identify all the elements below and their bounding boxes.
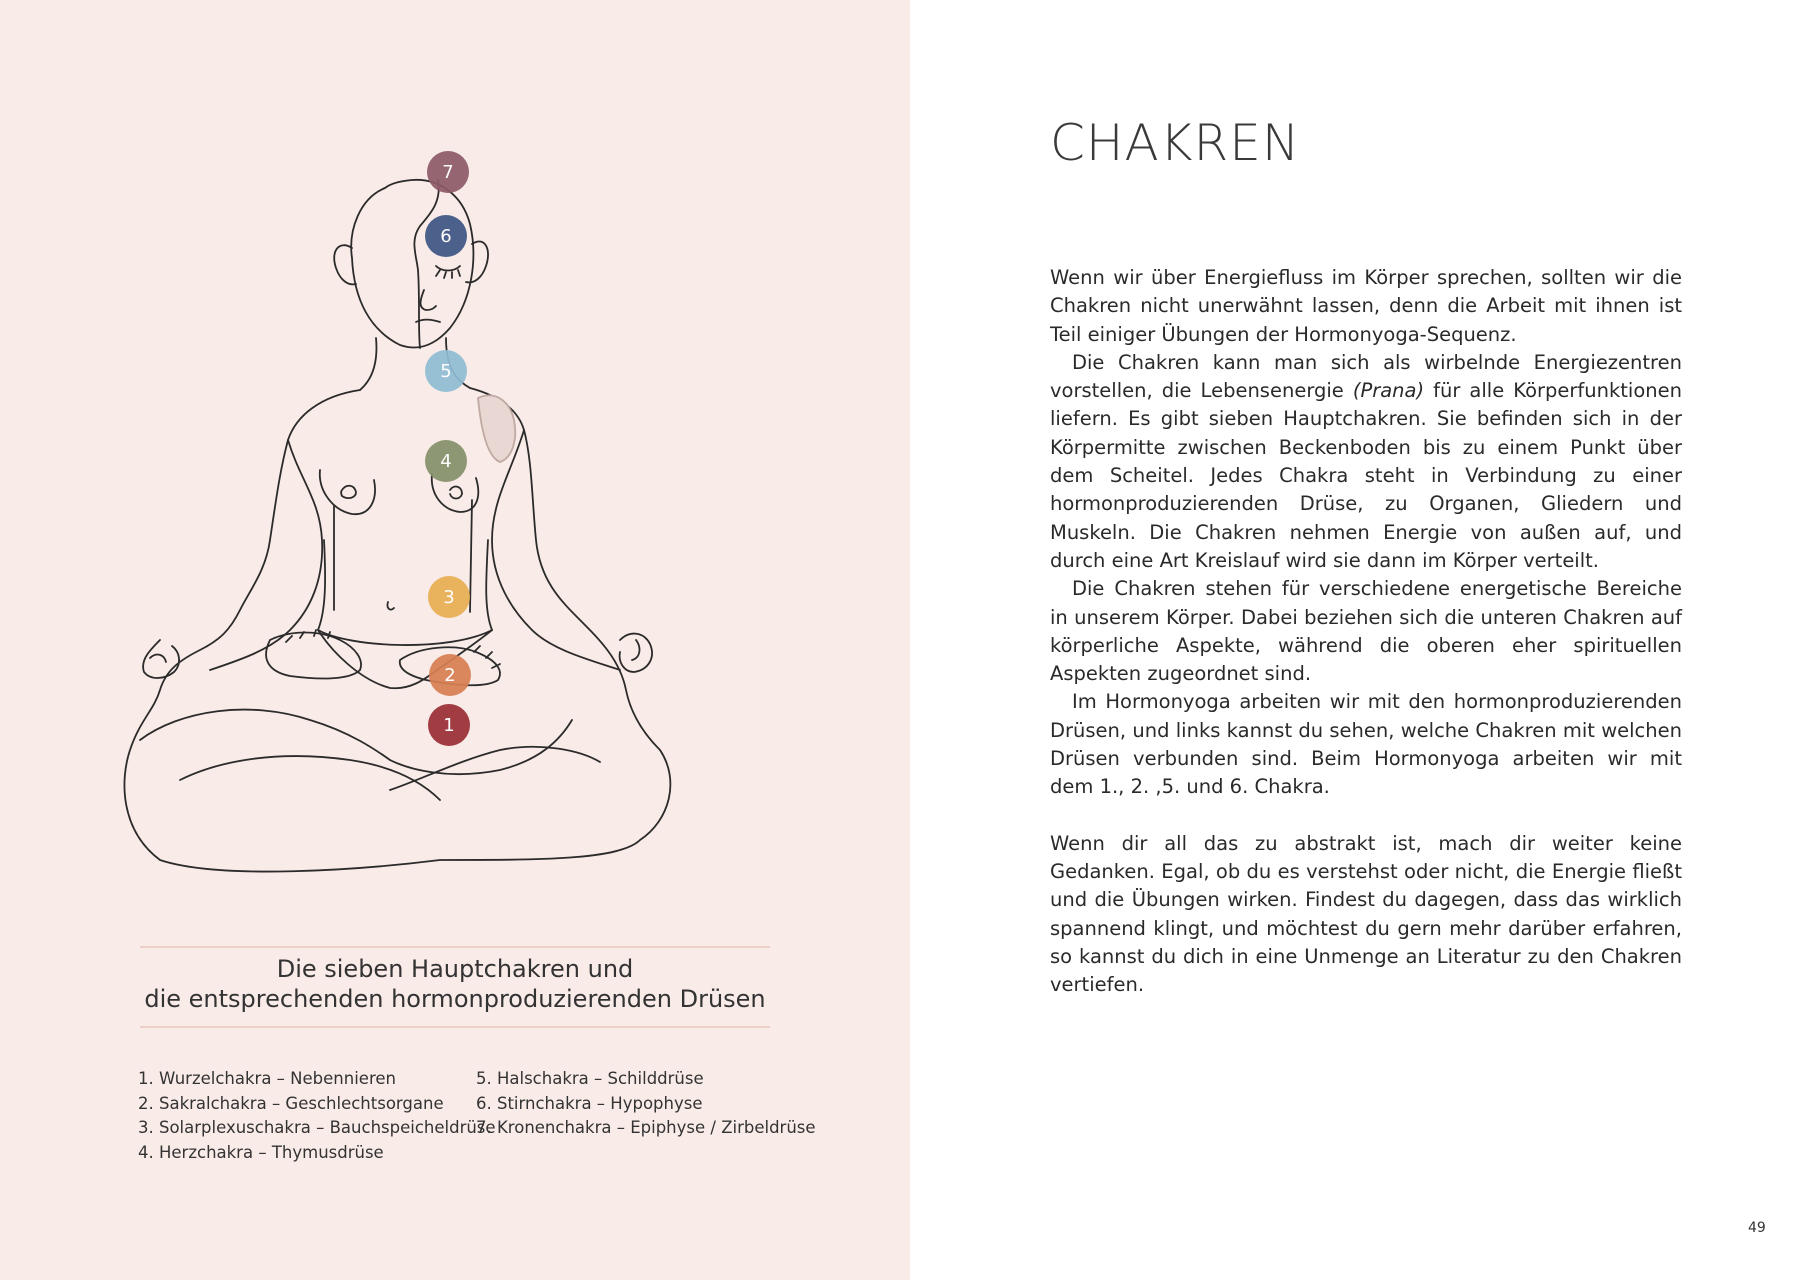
prana-term: (Prana) <box>1352 379 1425 403</box>
caption-top-rule <box>140 946 770 948</box>
paragraph-2-start: Die Chakren kann man sich als wirbelnde Energiezentren vorstellen, die Lebensenergie <box>1050 350 1682 403</box>
legend-item: 7. Kronenchakra – Epiphyse / Zirbeldrüse <box>476 1118 816 1137</box>
chakra-5-dot: 5 <box>425 350 467 392</box>
caption-line-2: die entsprechenden hormonproduzierenden Drüsen <box>144 985 766 1013</box>
chakra-legend-left <box>138 1067 496 1165</box>
chakra-legend-right <box>476 1067 816 1141</box>
chakra-2-dot: 2 <box>429 654 471 696</box>
paragraph-1: Wenn wir über Energiefluss im Körper sprechen, sollten wir die Chakren nicht unerwähnt lassen, denn die Arbeit mit ihnen ist Teil einiger Übungen der Hormonyoga-Sequenz. <box>1050 266 1682 346</box>
caption-bottom-rule <box>140 1026 770 1028</box>
chakra-4-dot: 4 <box>425 440 467 482</box>
paragraph-5: Wenn dir all das zu abstrakt ist, mach dir weiter keine Gedanken. Egal, ob du es verstehst oder nicht, die Energie fließt und die Übungen wirken. Findest du dagegen, dass das wirklich spannend klingt, und möchtest du gern mehr darüber erfahren, so kannst du dich in eine Unmenge an Literatur zu den Chakren vertiefen. <box>1050 831 1682 997</box>
legend-item: 2. Sakralchakra – Geschlechtsorgane <box>138 1093 444 1113</box>
legend-item: 1. Wurzelchakra – Nebennieren <box>138 1069 396 1088</box>
legend-item: 6. Stirnchakra – Hypophyse <box>476 1093 703 1113</box>
chakra-3-dot: 3 <box>428 576 470 618</box>
chakra-7-dot: 7 <box>427 151 469 193</box>
legend-item: 3. Solarplexuschakra – Bauchspeicheldrüse <box>138 1118 496 1137</box>
body-text <box>1050 264 1682 999</box>
paragraph-3: Die Chakren stehen für verschiedene energetische Bereiche in unserem Körper. Dabei beziehen sich die unteren Chakren auf körperliche Aspekte, während die oberen eher spirituellen Aspekten zugeordnet sind. <box>1050 577 1682 686</box>
legend-item: 4. Herzchakra – Thymusdrüse <box>138 1142 384 1162</box>
paragraph-2 <box>1050 349 1682 575</box>
page-title: CHAKREN <box>1050 114 1301 172</box>
legend-item: 5. Halschakra – Schilddrüse <box>476 1069 704 1088</box>
page-number: 49 <box>1748 1220 1766 1236</box>
chakra-1-dot: 1 <box>428 704 470 746</box>
caption-line-1: Die sieben Hauptchakren und <box>276 955 634 983</box>
paragraph-4: Im Hormonyoga arbeiten wir mit den hormonproduzierenden Drüsen, und links kannst du sehen, welche Chakren mit welchen Drüsen verbunden sind. Beim Hormonyoga arbeiten wir mit dem 1., 2. ,5. und 6. Chakra. <box>1050 690 1682 799</box>
chakra-6-dot: 6 <box>425 215 467 257</box>
right-page <box>910 0 1813 1280</box>
figure-caption <box>140 954 770 1014</box>
paragraph-2-end: für alle Körperfunktionen liefern. Es gibt sieben Hauptchakren. Sie befinden sich in der Körpermitte zwischen Beckenboden bis zu einem Punkt über dem Scheitel. Jedes Chakra steht in Verbindung zu einer hormonproduzierenden Drüse, zu Organen, Gliedern und Muskeln. Die Chakren nehmen Energie von außen auf, und durch eine Art Kreislauf wird sie dann im Körper verteilt. <box>1050 379 1682 572</box>
